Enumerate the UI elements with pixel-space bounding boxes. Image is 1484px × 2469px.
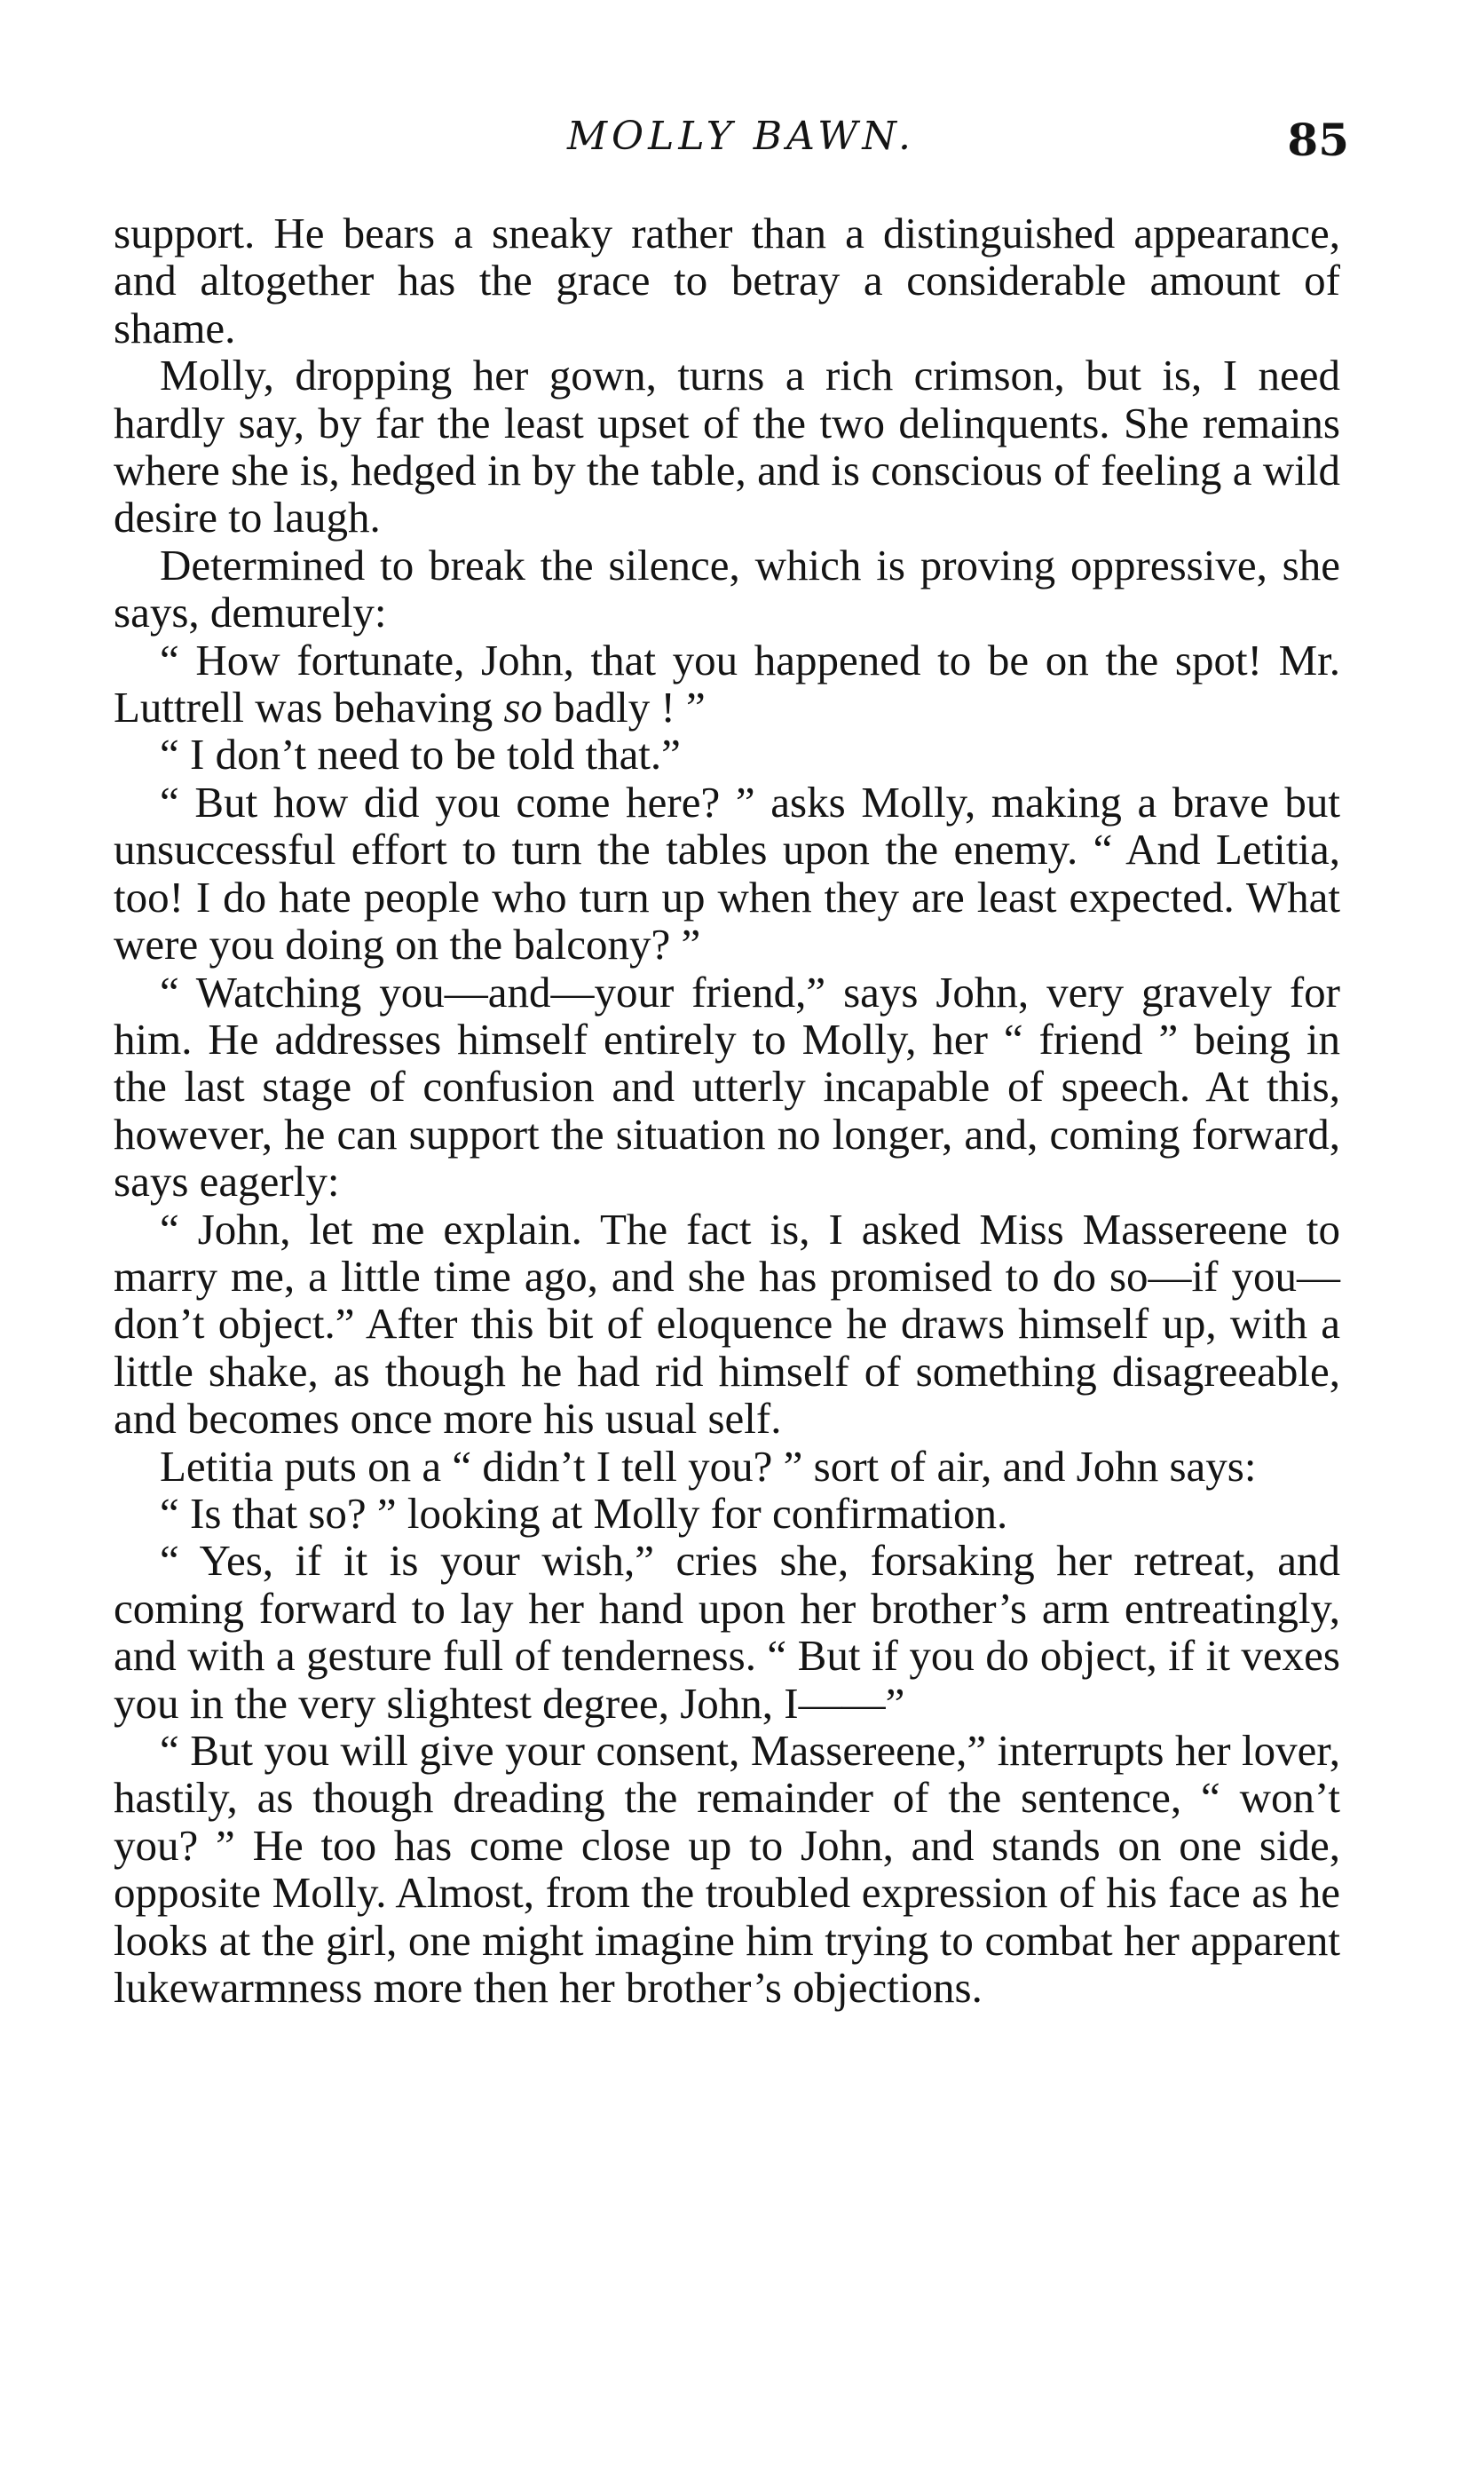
text-run: badly ! ” <box>542 683 706 732</box>
text-run: “ Is that so? ” looking at Molly for confirmation. <box>160 1488 1008 1538</box>
text-run: “ But how did you come here? ” asks Molly, making a brave but unsuccessful effort to turn the tables upon the enemy. “ And Letitia, too! I do hate people who turn up when they are least expected. What were you doing on the balcony? ” <box>114 777 1340 969</box>
paragraph <box>114 210 1340 352</box>
paragraph <box>114 1206 1340 1443</box>
paragraph <box>114 542 1340 637</box>
paragraph <box>114 1537 1340 1727</box>
paragraph <box>114 637 1340 732</box>
paragraph <box>114 779 1340 969</box>
text-run: Letitia puts on a “ didn’t I tell you? ” sort of air, and John says: <box>160 1441 1257 1491</box>
text-run: “ John, let me explain. The fact is, I asked Miss Massereene to marry me, a little time ago, and she has promised to do so—if you—don’t object.” After this bit of eloquence he draws himself up, with a little shake, as though he had rid himself of something disagreeable, and becomes once more his usual self. <box>114 1204 1340 1444</box>
text-run: “ Yes, if it is your wish,” cries she, forsaking her retreat, and coming forward to lay her hand upon her brother’s arm entreatingly, and with a gesture full of tenderness. “ But if you do object, if it vexes you in the very slightest degree, John, I——” <box>114 1536 1340 1728</box>
body-text <box>114 210 1340 2011</box>
page-number: 85 <box>1287 114 1349 166</box>
text-run: “ Watching you—and—your friend,” says John, very gravely for him. He addresses himself entirely to Molly, her “ friend ” being in the last stage of confusion and utterly incapable of speech. At this, however, he can support the situation no longer, and, coming forward, says eagerly: <box>114 967 1340 1207</box>
text-run: support. He bears a sneaky rather than a distinguished appearance, and altogether has the grace to betray a considerable amount of shame. <box>114 209 1340 352</box>
paragraph <box>114 731 1340 778</box>
running-title: MOLLY BAWN. <box>566 114 915 159</box>
paragraph <box>114 352 1340 542</box>
italic-emphasis: so <box>503 683 543 732</box>
text-run: “ But you will give your consent, Massereene,” interrupts her lover, hastily, as though dreading the remainder of the sentence, “ won’t you? ” He too has come close up to John, and stands on one side, opposite Molly. Almost, from the troubled expression of his face as he looks at the girl, one might imagine him trying to combat her apparent lukewarmness more then her brother’s objections. <box>114 1726 1340 2013</box>
paragraph <box>114 1727 1340 2011</box>
paragraph <box>114 969 1340 1206</box>
paragraph <box>114 1443 1340 1490</box>
text-run: Molly, dropping her gown, turns a rich crimson, but is, I need hardly say, by far the least upset of the two delinquents. She remains where she is, hedged in by the table, and is conscious of feeling a wild desire to laugh. <box>114 351 1340 542</box>
text-run: “ I don’t need to be told that.” <box>160 730 681 779</box>
text-run: “ How fortunate, John, that you happened to be on the spot! Mr. Luttrell was behaving <box>114 635 1340 732</box>
paragraph <box>114 1490 1340 1537</box>
page-header <box>115 114 1367 176</box>
text-run: Determined to break the silence, which is proving oppressive, she says, demurely: <box>114 540 1340 637</box>
